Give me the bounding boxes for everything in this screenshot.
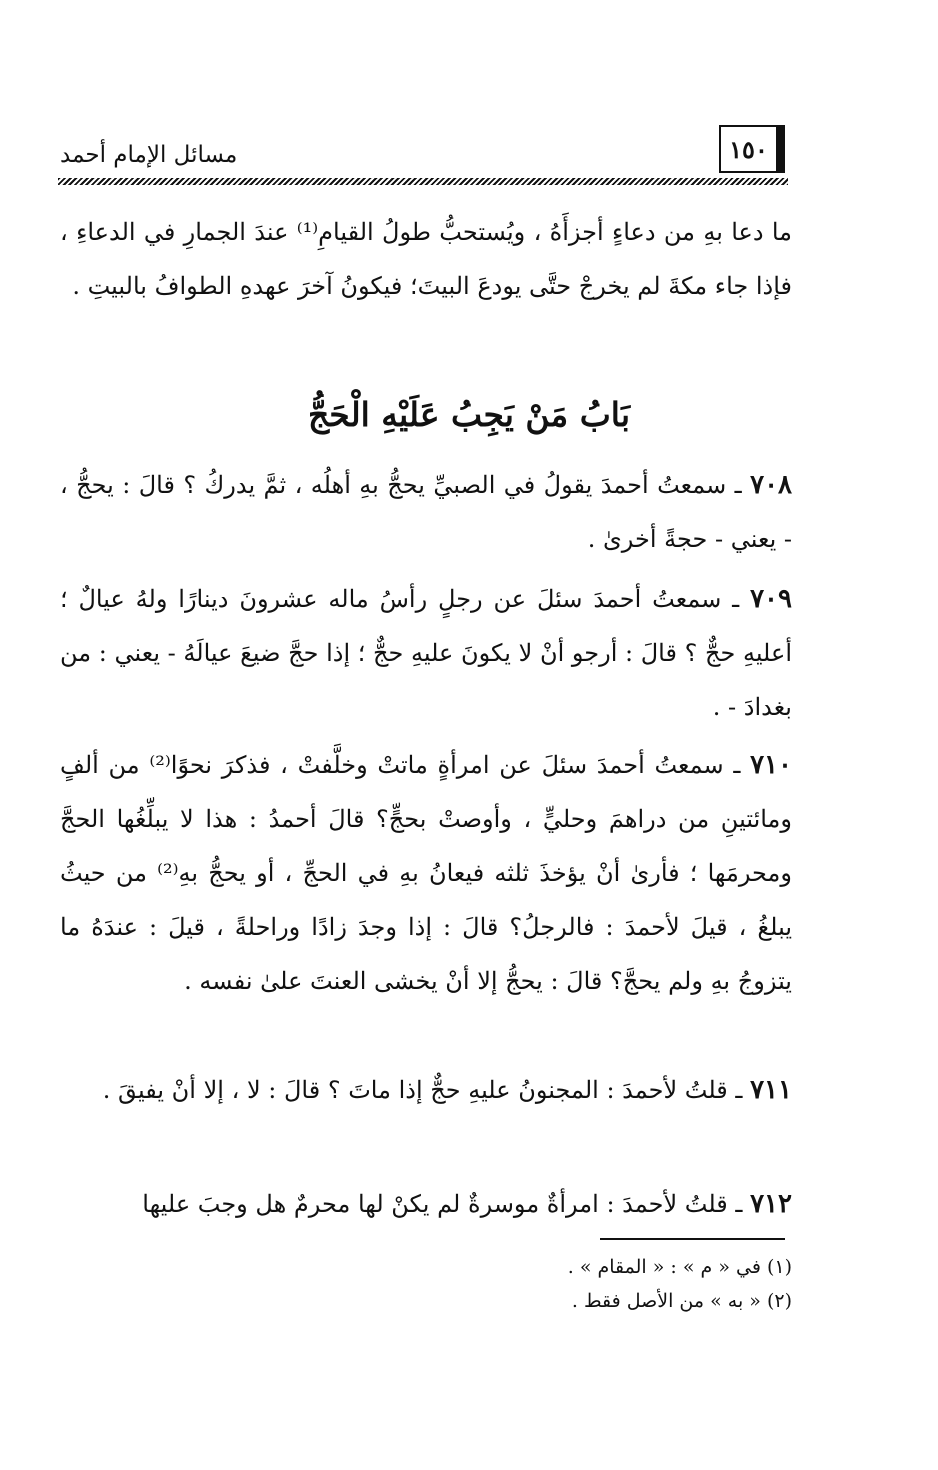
- entry-number: ٧٠٨: [750, 470, 793, 500]
- header-decorative-rule: [58, 178, 788, 185]
- chapter-heading: بَابُ مَنْ يَجِبُ عَلَيْهِ الْحَجُّ: [307, 395, 631, 434]
- entry-708: [60, 458, 792, 566]
- intro-paragraph: ما دعا بهِ من دعاءٍ أجزأَهُ ، ويُستحبُّ طولُ القيامِ⁽¹⁾ عندَ الجمارِ في الدعاءِ ، فإذا جاء مكةَ لم يخرجْ حتَّى يودعَ البيتَ؛ فيكونُ آخرَ عهدهِ الطوافُ بالبيتِ .: [60, 218, 793, 300]
- page-number-box: [719, 125, 785, 173]
- entry-dash: ـ: [727, 1076, 743, 1104]
- entry-text: سمعتُ أحمدَ سئلَ عن امرأةٍ ماتتْ وخلَّفتْ ، فذكرَ نحوًا⁽²⁾ من ألفٍ ومائتينِ من دراهمَ وحليٍّ ، وأوصتْ بحجٍّ؟ قالَ أحمدُ : هذا لا يبلِّغُها الحجَّ ومحرمَها ؛ فأرىٰ أنْ يؤخذَ ثلثه فيعانُ بهِ في الحجِّ ، أو يحجُّ بهِ⁽²⁾ من حيثُ يبلغُ ، قيلَ لأحمدَ : فالرجلُ؟ قالَ : إذا وجدَ زادًا وراحلةً ، قيلَ : عندَهُ ما يتزوجُ بهِ ولم يحجَّ؟ قالَ : يحجُّ إلا أنْ يخشى العنتَ علىٰ نفسه .: [60, 751, 792, 995]
- entry-number: ٧١٠: [750, 750, 792, 780]
- entry-709: [60, 572, 792, 734]
- footnote-1: (١) في « م » : « المقام » .: [567, 1256, 792, 1278]
- footnote-separator: [600, 1238, 785, 1240]
- entry-dash: ـ: [723, 751, 741, 779]
- entry-dash: ـ: [726, 471, 742, 499]
- entry-text: قلتُ لأحمدَ : المجنونُ عليهِ حجٌّ إذا ماتَ ؟ قالَ : لا ، إلا أنْ يفيقَ .: [102, 1076, 728, 1104]
- entry-711: [60, 1063, 792, 1117]
- footnotes: [400, 1250, 792, 1318]
- entry-710: [60, 738, 792, 1008]
- entry-dash: ـ: [727, 1190, 743, 1218]
- entry-number: ٧١٢: [750, 1189, 792, 1219]
- entry-number: ٧١١: [750, 1075, 792, 1105]
- entry-712: [60, 1177, 792, 1231]
- entry-text: قلتُ لأحمدَ : امرأةٌ موسرةٌ لم يكنْ لها محرمٌ هل وجبَ عليها: [142, 1190, 728, 1218]
- entry-dash: ـ: [721, 585, 740, 613]
- entry-number: ٧٠٩: [750, 584, 792, 614]
- footnote-2: (٢) « به » من الأصل فقط .: [571, 1290, 792, 1312]
- page-number: ١٥٠: [729, 134, 768, 164]
- entry-text: سمعتُ أحمدَ سئلَ عن رجلٍ رأسُ ماله عشرونَ دينارًا ولهُ عيالٌ ؛ أعليهِ حجٌّ ؟ قالَ : أرجو أنْ لا يكونَ عليهِ حجٌّ ؛ إذا حجَّ ضيعَ عيالَهُ - يعني : من بغدادَ - .: [60, 585, 792, 721]
- running-header-title: مسائل الإمام أحمد: [60, 142, 238, 168]
- entry-text: سمعتُ أحمدَ يقولُ في الصبيِّ يحجُّ بهِ أهلُه ، ثمَّ يدركُ ؟ قالَ : يحجُّ ، - يعني - حجةً أخرىٰ .: [60, 471, 792, 553]
